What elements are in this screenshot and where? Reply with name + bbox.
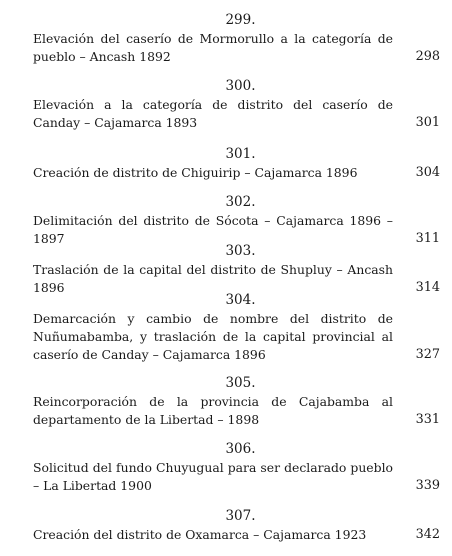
- toc-entry-304: [33, 292, 440, 364]
- entry-page-number: 304: [415, 165, 440, 180]
- toc-entry-306: [33, 441, 440, 495]
- entry-number: 304.: [225, 292, 256, 308]
- toc-entry-300: [33, 78, 440, 132]
- entry-title: Solicitud del fundo Chuyugual para ser declarado pueblo – La Libertad 1900: [33, 460, 393, 493]
- entry-page-number: 314: [415, 280, 440, 295]
- entry-number: 300.: [225, 78, 256, 94]
- entry-page-number: 339: [415, 478, 440, 493]
- toc-entry-305: [33, 375, 440, 429]
- entry-title: Traslación de la capital del distrito de Shupluy – Ancash 1896: [33, 262, 393, 295]
- entry-row: [33, 310, 440, 364]
- entry-row: [33, 393, 440, 429]
- entry-title: Creación de distrito de Chiguirip – Cajamarca 1896: [33, 165, 358, 180]
- entry-page-number: 331: [415, 412, 440, 427]
- entry-page-number: 342: [415, 527, 440, 542]
- toc-entry-307: [33, 508, 440, 544]
- entry-number: 299.: [225, 12, 256, 28]
- entry-title: Delimitación del distrito de Sócota – Cajamarca 1896 – 1897: [33, 213, 393, 246]
- entry-row: [33, 96, 440, 132]
- entry-number: 305.: [225, 375, 256, 391]
- toc-entry-299: [33, 12, 440, 66]
- entry-title: Elevación del caserío de Mormorullo a la categoría de pueblo – Ancash 1892: [33, 31, 393, 64]
- entry-title: Demarcación y cambio de nombre del distrito de Nuñumabamba, y traslación de la capital provincial al caserío de Canday – Cajamarca 1896: [33, 311, 393, 362]
- toc-entry-303: [33, 243, 440, 297]
- entry-page-number: 311: [415, 231, 440, 246]
- entry-title: Elevación a la categoría de distrito del caserío de Canday – Cajamarca 1893: [33, 97, 393, 130]
- entry-number: 307.: [225, 508, 256, 524]
- entry-page-number: 327: [415, 347, 440, 362]
- entry-row: [33, 526, 440, 544]
- entry-number: 306.: [225, 441, 256, 457]
- entry-number: 301.: [225, 146, 256, 162]
- entry-title: Reincorporación de la provincia de Cajabamba al departamento de la Libertad – 1898: [33, 394, 393, 427]
- entry-row: [33, 459, 440, 495]
- entry-number: 303.: [225, 243, 256, 259]
- entry-title: Creación del distrito de Oxamarca – Cajamarca 1923: [33, 527, 367, 542]
- toc-entry-301: [33, 146, 440, 182]
- entry-page-number: 298: [415, 49, 440, 64]
- entry-page-number: 301: [415, 115, 440, 130]
- entry-number: 302.: [225, 194, 256, 210]
- entry-row: [33, 30, 440, 66]
- entry-row: [33, 164, 440, 182]
- toc-entry-302: [33, 194, 440, 248]
